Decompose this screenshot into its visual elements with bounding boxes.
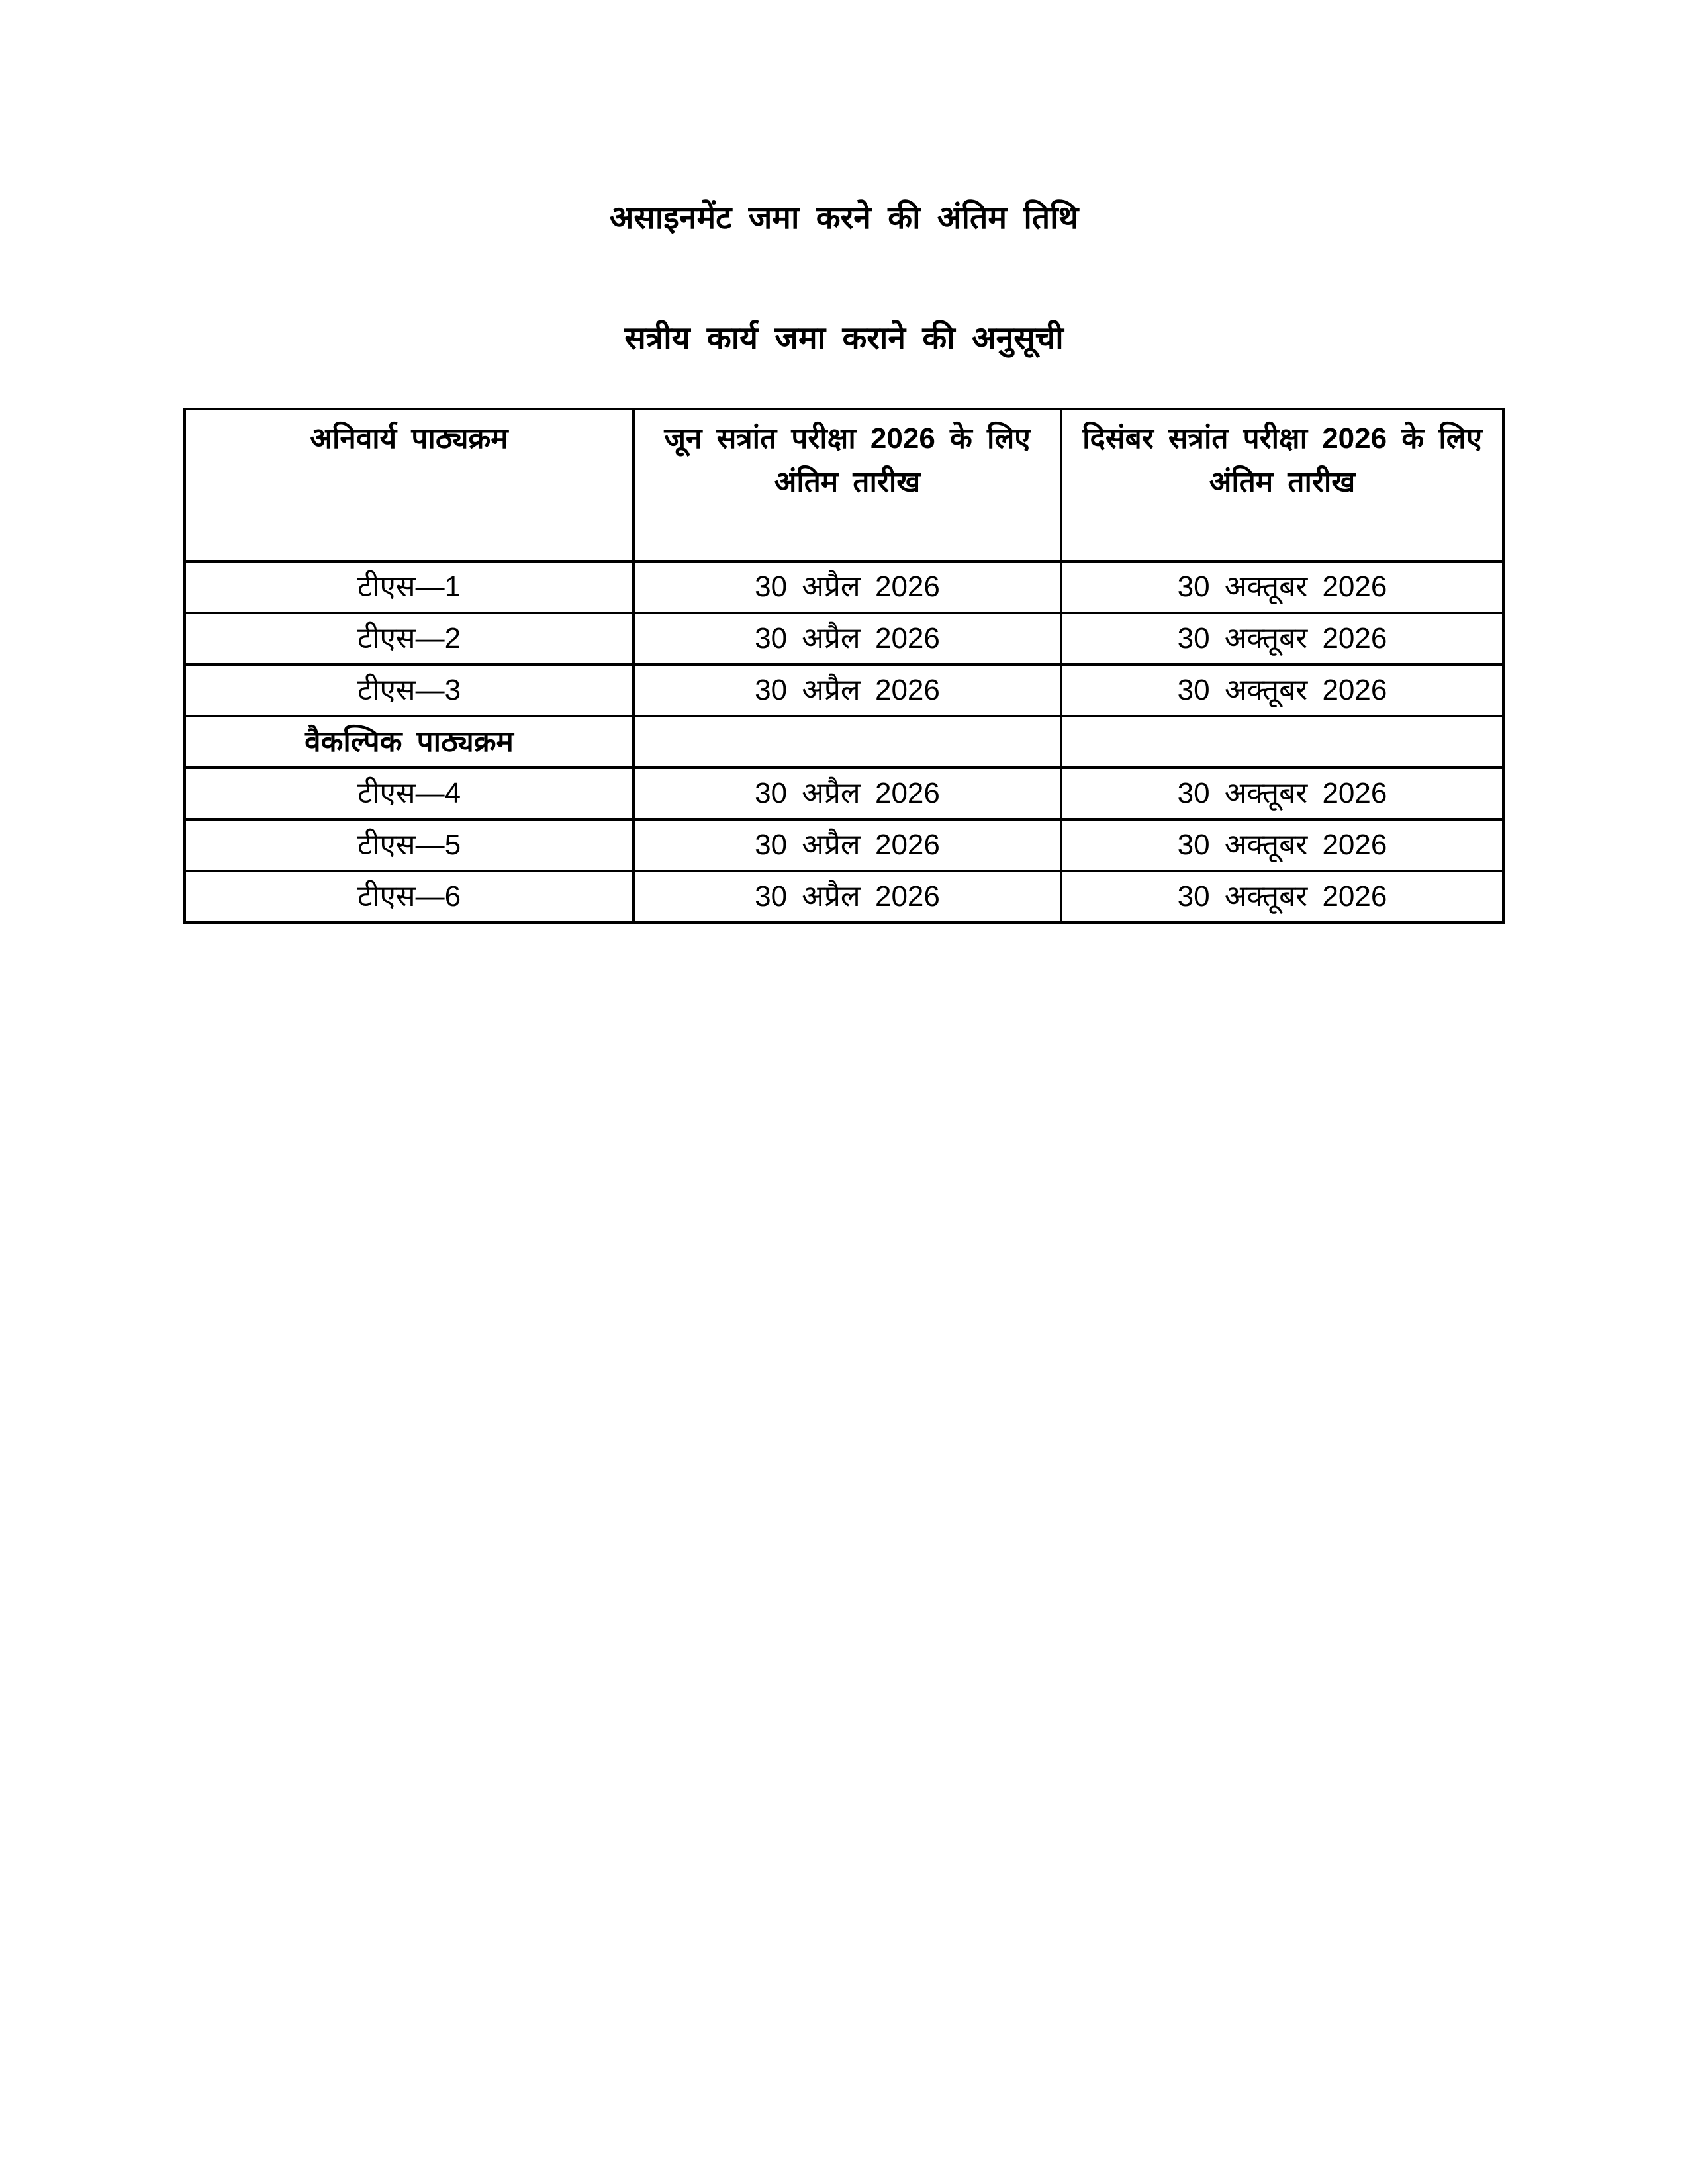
june-deadline-cell: 30 अप्रैल 2026 bbox=[633, 819, 1061, 871]
course-cell: टीएस—4 bbox=[185, 768, 633, 819]
course-cell: टीएस—2 bbox=[185, 613, 633, 664]
document-subtitle: सत्रीय कार्य जमा कराने की अनुसूची bbox=[624, 321, 1064, 356]
course-column-header: अनिवार्य पाठ्यक्रम bbox=[185, 409, 633, 561]
december-deadline-cell: 30 अक्तूबर 2026 bbox=[1061, 561, 1503, 613]
december-deadline-cell: 30 अक्तूबर 2026 bbox=[1061, 768, 1503, 819]
course-cell: टीएस—1 bbox=[185, 561, 633, 613]
june-deadline-cell: 30 अप्रैल 2026 bbox=[633, 871, 1061, 923]
december-deadline-cell: 30 अक्तूबर 2026 bbox=[1061, 613, 1503, 664]
june-deadline-cell: 30 अप्रैल 2026 bbox=[633, 768, 1061, 819]
june-deadline-cell: 30 अप्रैल 2026 bbox=[633, 613, 1061, 664]
table-row bbox=[185, 819, 1503, 871]
june-deadline-cell: 30 अप्रैल 2026 bbox=[633, 561, 1061, 613]
table-row bbox=[185, 768, 1503, 819]
section-label: वैकल्पिक पाठ्यक्रम bbox=[185, 716, 633, 768]
course-cell: टीएस—6 bbox=[185, 871, 633, 923]
deadline-table bbox=[183, 408, 1505, 924]
course-cell: टीएस—3 bbox=[185, 664, 633, 716]
table-row bbox=[185, 561, 1503, 613]
table-row bbox=[185, 664, 1503, 716]
june-deadline-column-header: जून सत्रांत परीक्षा 2026 के लिए अंतिम तारीख bbox=[633, 409, 1061, 561]
december-deadline-cell: 30 अक्तूबर 2026 bbox=[1061, 871, 1503, 923]
december-deadline-column-header: दिसंबर सत्रांत परीक्षा 2026 के लिए अंतिम तारीख bbox=[1061, 409, 1503, 561]
document-title: असाइनमेंट जमा करने की अंतिम तिथि bbox=[609, 201, 1079, 236]
section-row-optional-courses bbox=[185, 716, 1503, 768]
table-header-row bbox=[185, 409, 1503, 561]
course-cell: टीएस—5 bbox=[185, 819, 633, 871]
table-row bbox=[185, 613, 1503, 664]
december-deadline-cell: 30 अक्तूबर 2026 bbox=[1061, 819, 1503, 871]
june-deadline-cell-empty bbox=[633, 716, 1061, 768]
december-deadline-cell-empty bbox=[1061, 716, 1503, 768]
june-deadline-cell: 30 अप्रैल 2026 bbox=[633, 664, 1061, 716]
december-deadline-cell: 30 अक्तूबर 2026 bbox=[1061, 664, 1503, 716]
table-row bbox=[185, 871, 1503, 923]
